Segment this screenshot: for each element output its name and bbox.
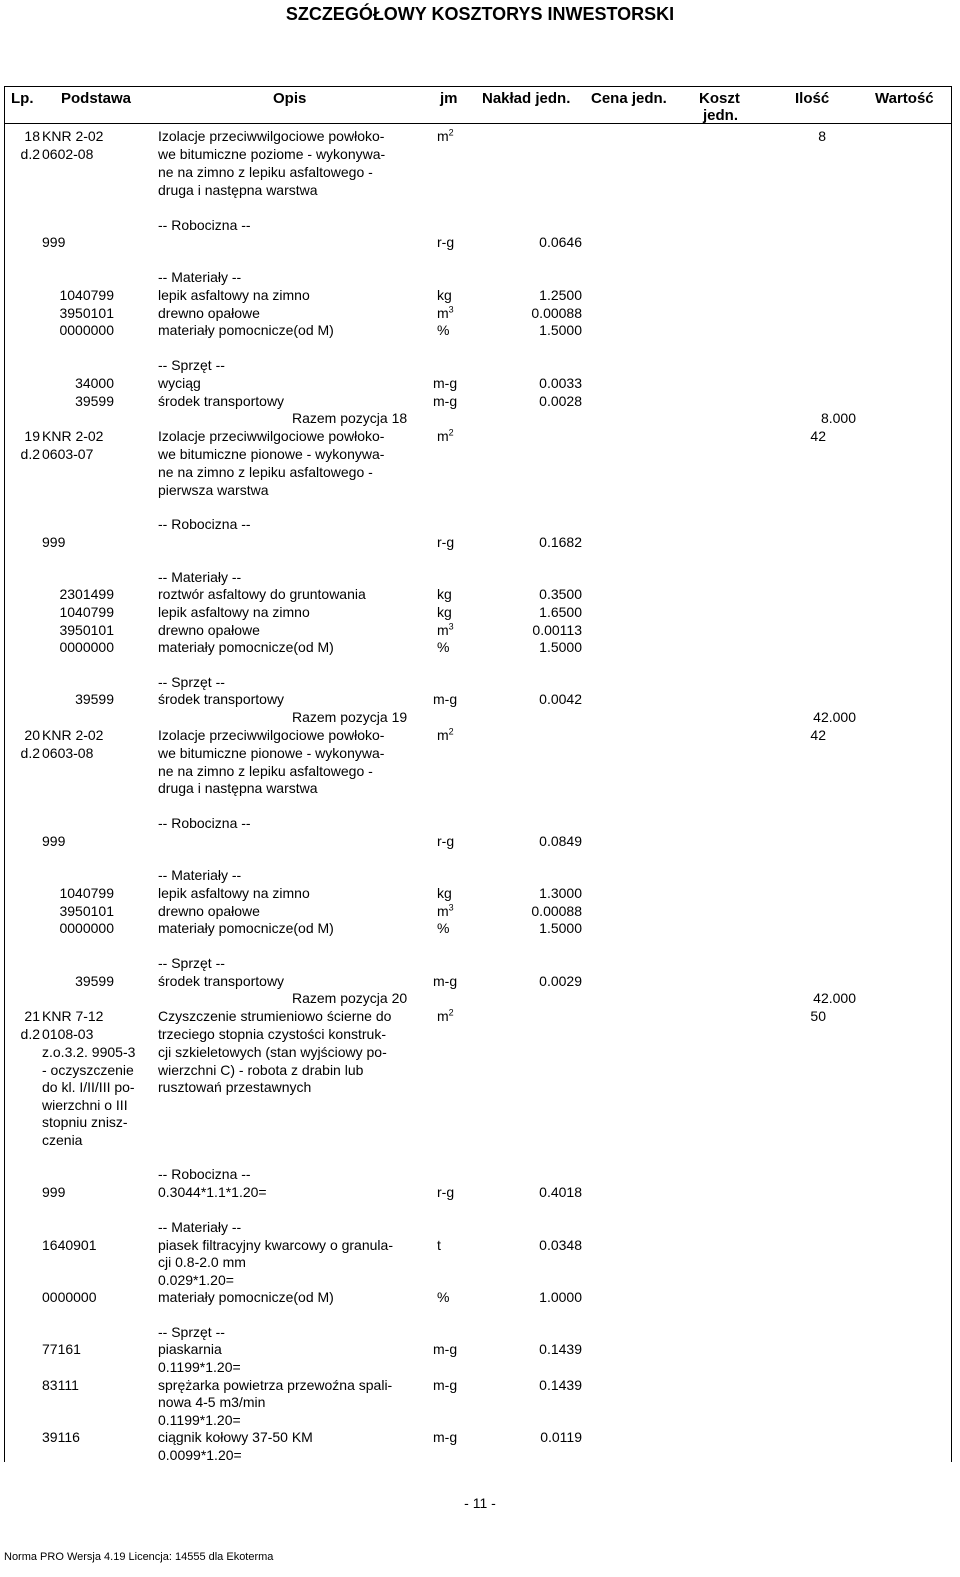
section-materials: -- Materiały --	[158, 867, 242, 883]
material-code: 1040799	[59, 885, 114, 901]
equipment-name: środek transportowy	[158, 393, 285, 409]
description-line: trzeciego stopnia czystości konstruk-	[158, 1026, 386, 1042]
basis-line: - oczyszczenie	[42, 1062, 134, 1078]
labor-norm: 0.4018	[539, 1184, 582, 1200]
material-unit: t	[437, 1237, 441, 1253]
unit: $m^2$	[437, 1007, 454, 1024]
equipment-norm: 0.0028	[539, 393, 582, 409]
section-equipment: -- Sprzęt --	[158, 1324, 225, 1340]
material-name: drewno opałowe	[158, 903, 260, 919]
lp-suffix: d.2	[20, 146, 40, 162]
material-code: 0000000	[59, 920, 114, 936]
equipment-norm: 0.1439	[539, 1377, 582, 1393]
material-code: 0000000	[59, 322, 114, 338]
quantity: 42	[810, 727, 826, 743]
material-name: roztwór asfaltowy do gruntowania	[158, 586, 366, 602]
material-unit: kg	[437, 586, 452, 602]
section-equipment: -- Sprzęt --	[158, 674, 225, 690]
equipment-unit: m-g	[433, 1377, 458, 1393]
material-name: materiały pomocnicze(od M)	[158, 322, 334, 338]
lp-number: 19	[24, 428, 40, 444]
description-line: Izolacje przeciwwilgociowe powłoko-	[158, 128, 385, 144]
material-norm: 1.5000	[539, 920, 582, 936]
table-border-right	[951, 124, 952, 1462]
material-unit: kg	[437, 604, 452, 620]
material-name: lepik asfaltowy na zimno	[158, 287, 310, 303]
labor-unit: r-g	[437, 534, 455, 550]
material-unit: %	[437, 322, 450, 338]
equipment-norm: 0.1439	[539, 1341, 582, 1357]
labor-norm: 0.0849	[539, 833, 582, 849]
description-line: ne na zimno z lepiku asfaltowego -	[158, 464, 373, 480]
basis-line: do kl. I/II/III po-	[42, 1079, 135, 1095]
basis-line: stopniu znisz-	[42, 1114, 128, 1130]
material-unit: %	[437, 1289, 450, 1305]
description-line: Izolacje przeciwwilgociowe powłoko-	[158, 727, 385, 743]
position-total-label: Razem pozycja 18	[292, 410, 408, 426]
material-code: 0000000	[59, 639, 114, 655]
material-name: materiały pomocnicze(od M)	[158, 920, 334, 936]
material-norm: 1.2500	[539, 287, 582, 303]
quantity: 50	[810, 1008, 826, 1024]
equipment-code: 77161	[42, 1341, 81, 1357]
basis-catalog: KNR 2-02	[42, 128, 104, 144]
material-norm: 0.3500	[539, 586, 582, 602]
position-total-value: 8.000	[820, 410, 856, 426]
equipment-name-cont: nowa 4-5 m3/min	[158, 1394, 266, 1410]
description-line: we bitumiczne pionowe - wykonywa-	[158, 745, 385, 761]
section-labor: -- Robocizna --	[158, 1166, 251, 1182]
page-number: - 11 -	[464, 1495, 496, 1511]
material-name: drewno opałowe	[158, 305, 260, 321]
material-code: 0000000	[42, 1289, 97, 1305]
equipment-name: środek transportowy	[158, 973, 285, 989]
material-code: 2301499	[59, 586, 114, 602]
equipment-unit: m-g	[433, 691, 458, 707]
equipment-formula: 0.1199*1.20=	[158, 1359, 241, 1375]
header-wartosc: Wartość	[875, 90, 934, 107]
material-norm: 1.3000	[539, 885, 582, 901]
unit: $m^2$	[437, 127, 454, 144]
description-line: cji szkieletowych (stan wyjściowy po-	[158, 1044, 387, 1060]
material-name: piasek filtracyjny kwarcowy o granula-	[158, 1237, 393, 1253]
material-norm: 1.6500	[539, 604, 582, 620]
material-name: materiały pomocnicze(od M)	[158, 639, 334, 655]
quantity: 8	[818, 128, 826, 144]
material-unit: kg	[437, 287, 452, 303]
equipment-norm: 0.0029	[539, 973, 582, 989]
equipment-norm: 0.0042	[539, 691, 582, 707]
basis-table: 0603-08	[42, 745, 94, 761]
table-header	[4, 86, 952, 124]
lp-suffix: d.2	[20, 745, 40, 761]
material-unit: kg	[437, 885, 452, 901]
material-code: 1040799	[59, 287, 114, 303]
basis-catalog: KNR 2-02	[42, 727, 104, 743]
labor-unit: r-g	[437, 234, 455, 250]
equipment-unit: m-g	[433, 973, 458, 989]
material-code: 1640901	[42, 1237, 97, 1253]
equipment-code: 34000	[75, 375, 114, 391]
equipment-unit: m-g	[433, 1341, 458, 1357]
labor-code: 999	[42, 1184, 66, 1200]
description-line: rusztowań przestawnych	[158, 1079, 312, 1095]
description-line: we bitumiczne poziome - wykonywa-	[158, 146, 386, 162]
equipment-unit: m-g	[433, 393, 458, 409]
material-formula: 0.029*1.20=	[158, 1272, 234, 1288]
material-code: 3950101	[59, 903, 114, 919]
section-labor: -- Robocizna --	[158, 815, 251, 831]
description-line: wierzchni C) - robota z drabin lub	[158, 1062, 364, 1078]
equipment-formula: 0.0099*1.20=	[158, 1447, 242, 1463]
material-norm: 0.00113	[532, 622, 582, 638]
basis-line: z.o.3.2. 9905-3	[42, 1044, 136, 1060]
header-podstawa: Podstawa	[61, 90, 132, 107]
description-line: ne na zimno z lepiku asfaltowego -	[158, 164, 373, 180]
lp-suffix: d.2	[20, 1026, 40, 1042]
equipment-unit: m-g	[433, 1429, 458, 1445]
section-materials: -- Materiały --	[158, 269, 242, 285]
material-code: 3950101	[59, 305, 114, 321]
material-norm: 0.00088	[531, 903, 582, 919]
description-line: we bitumiczne pionowe - wykonywa-	[158, 446, 385, 462]
section-labor: -- Robocizna --	[158, 516, 251, 532]
header-koszt: Koszt	[699, 90, 740, 107]
table-border-left	[4, 124, 5, 1462]
document-title: SZCZEGÓŁOWY KOSZTORYS INWESTORSKI	[285, 4, 675, 24]
equipment-formula: 0.1199*1.20=	[158, 1412, 241, 1428]
section-equipment: -- Sprzęt --	[158, 357, 225, 373]
equipment-name: sprężarka powietrza przewoźna spali-	[158, 1377, 393, 1393]
basis-table: 0602-08	[42, 146, 94, 162]
position-total-label: Razem pozycja 19	[292, 709, 408, 725]
material-code: 1040799	[59, 604, 114, 620]
material-norm: 1.0000	[539, 1289, 582, 1305]
material-name-cont: cji 0.8-2.0 mm	[158, 1254, 246, 1270]
material-unit: $m^3$	[437, 902, 454, 919]
labor-norm: 0.0646	[539, 234, 582, 250]
equipment-name: ciągnik kołowy 37-50 KM	[158, 1429, 313, 1445]
software-footer: Norma PRO Wersja 4.19 Licencja: 14555 dla Ekoterma	[4, 1551, 274, 1563]
position-total-label: Razem pozycja 20	[292, 990, 408, 1006]
lp-number: 20	[24, 727, 40, 743]
description-line: Izolacje przeciwwilgociowe powłoko-	[158, 428, 385, 444]
labor-code: 999	[42, 234, 66, 250]
description-line: druga i następna warstwa	[158, 182, 318, 198]
material-unit: $m^3$	[437, 621, 454, 638]
material-norm: 1.5000	[539, 639, 582, 655]
lp-number: 18	[24, 128, 40, 144]
lp-number: 21	[24, 1008, 40, 1024]
description-line: Czyszczenie strumieniowo ścierne do	[158, 1008, 392, 1024]
description-line: ne na zimno z lepiku asfaltowego -	[158, 763, 373, 779]
header-naklad: Nakład jedn.	[482, 90, 571, 107]
basis-line: 0108-03	[42, 1026, 94, 1042]
basis-line: KNR 7-12	[42, 1008, 104, 1024]
quantity: 42	[810, 428, 826, 444]
labor-code: 999	[42, 833, 66, 849]
section-equipment: -- Sprzęt --	[158, 955, 225, 971]
header-cena: Cena jedn.	[591, 90, 667, 107]
labor-norm: 0.1682	[539, 534, 582, 550]
equipment-code: 39599	[75, 393, 114, 409]
equipment-code: 83111	[42, 1377, 79, 1393]
equipment-code: 39599	[75, 691, 114, 707]
material-unit: %	[437, 920, 450, 936]
material-name: materiały pomocnicze(od M)	[158, 1289, 334, 1305]
equipment-norm: 0.0119	[540, 1429, 582, 1445]
equipment-code: 39599	[75, 973, 114, 989]
lp-suffix: d.2	[20, 446, 40, 462]
equipment-name: wyciąg	[158, 375, 201, 391]
unit: $m^2$	[437, 427, 454, 444]
basis-line: czenia	[42, 1132, 83, 1148]
material-name: lepik asfaltowy na zimno	[158, 604, 310, 620]
section-materials: -- Materiały --	[158, 1219, 242, 1235]
equipment-norm: 0.0033	[539, 375, 582, 391]
section-materials: -- Materiały --	[158, 569, 242, 585]
material-unit: $m^3$	[437, 304, 454, 321]
description-line: druga i następna warstwa	[158, 780, 318, 796]
section-labor: -- Robocizna --	[158, 217, 251, 233]
header-opis: Opis	[273, 90, 307, 107]
material-unit: %	[437, 639, 450, 655]
position-total-value: 42.000	[813, 709, 856, 725]
basis-catalog: KNR 2-02	[42, 428, 104, 444]
labor-unit: r-g	[437, 1184, 455, 1200]
description-line: pierwsza warstwa	[158, 482, 269, 498]
header-ilosc: Ilość	[795, 90, 830, 107]
position-total-value: 42.000	[813, 990, 856, 1006]
labor-formula: 0.3044*1.1*1.20=	[158, 1184, 267, 1200]
equipment-name: środek transportowy	[158, 691, 285, 707]
header-jm: jm	[440, 90, 458, 107]
material-norm: 0.00088	[531, 305, 582, 321]
material-norm: 1.5000	[539, 322, 582, 338]
basis-table: 0603-07	[42, 446, 94, 462]
header-koszt-jedn: jedn.	[703, 107, 739, 124]
labor-code: 999	[42, 534, 66, 550]
material-code: 3950101	[59, 622, 114, 638]
labor-unit: r-g	[437, 833, 455, 849]
equipment-unit: m-g	[433, 375, 458, 391]
material-name: lepik asfaltowy na zimno	[158, 885, 310, 901]
equipment-code: 39116	[42, 1429, 80, 1445]
header-lp: Lp.	[11, 90, 34, 107]
material-norm: 0.0348	[539, 1237, 582, 1253]
material-name: drewno opałowe	[158, 622, 260, 638]
basis-line: wierzchni o III	[42, 1097, 128, 1113]
equipment-name: piaskarnia	[158, 1341, 222, 1357]
unit: $m^2$	[437, 726, 454, 743]
